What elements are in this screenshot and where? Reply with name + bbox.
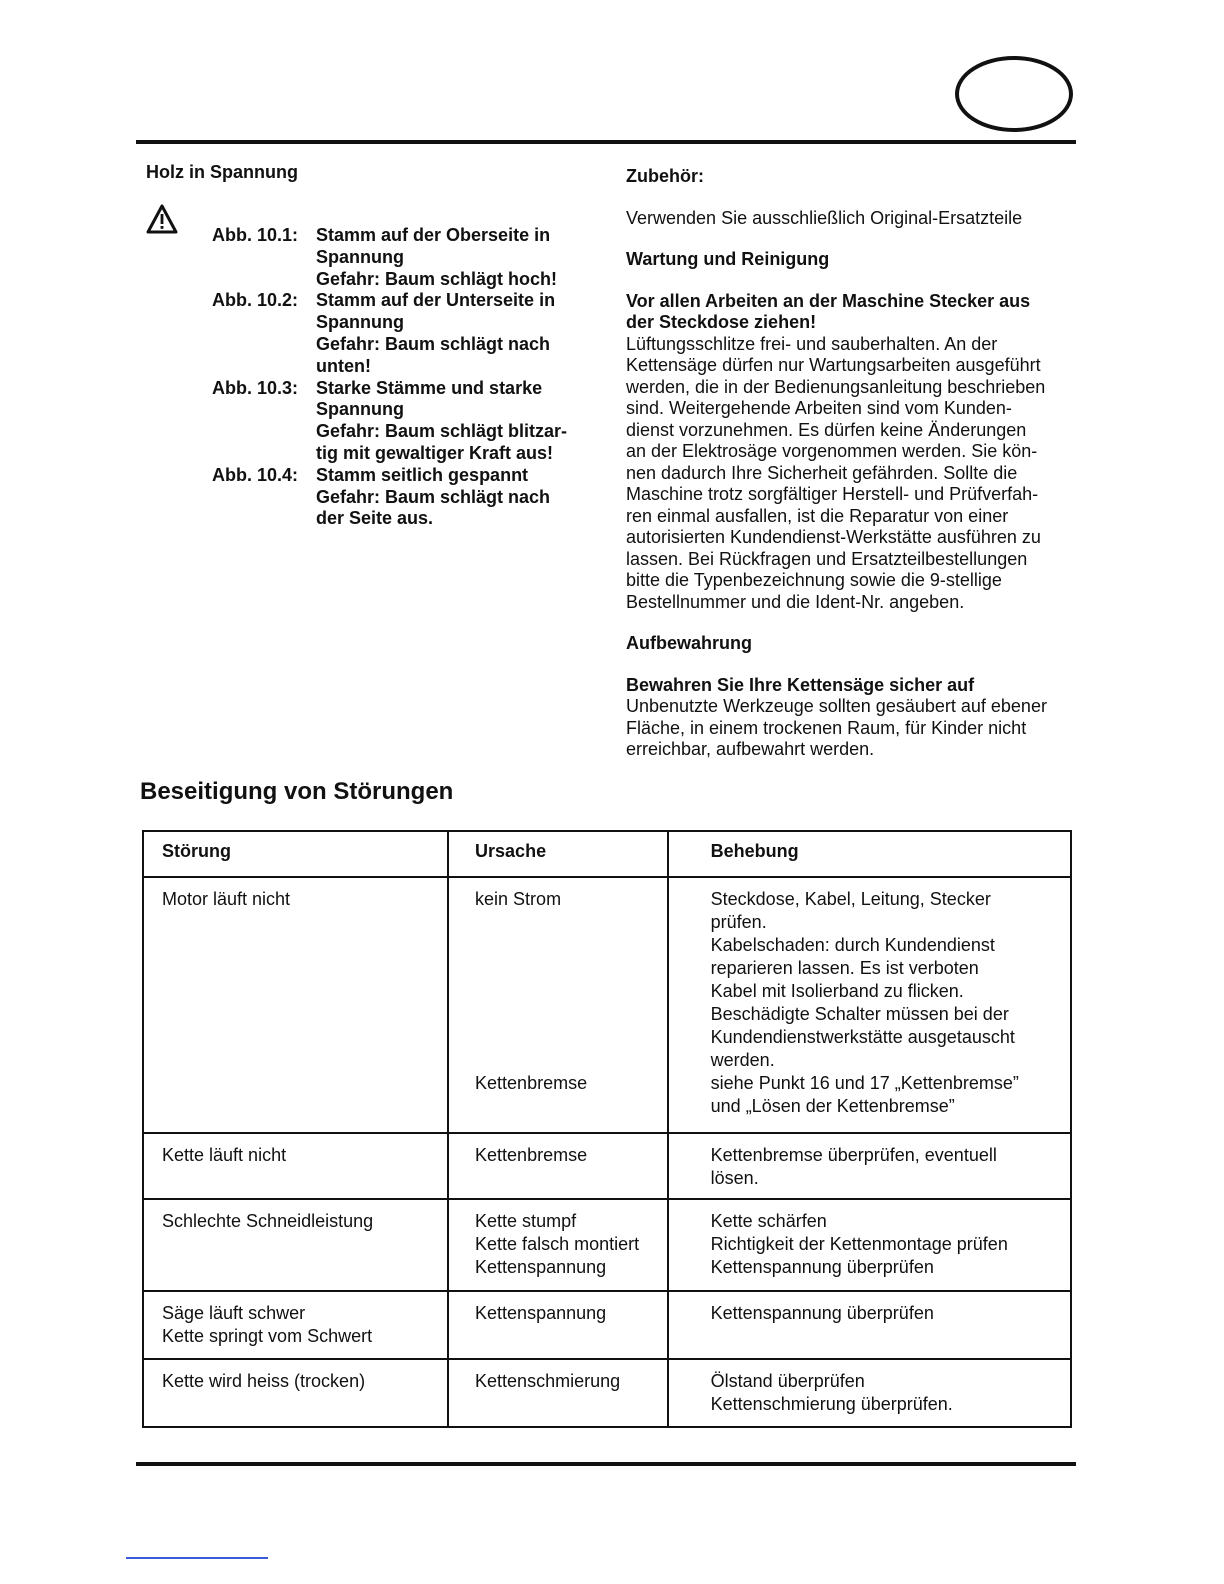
maintenance-line: sind. Weitergehende Arbeiten sind vom Kunden- (626, 398, 1012, 418)
figure-line: Stamm auf der Unterseite in (316, 290, 556, 311)
storage-heading: Aufbewahrung (626, 633, 752, 653)
remedy-cell: Kettenspannung überprüfen (668, 1291, 1071, 1359)
figure-line: der Seite aus. (316, 508, 434, 529)
figure-key: Abb. 10.1: (212, 225, 299, 245)
header-remedy: Behebung (668, 831, 1071, 877)
table-row (143, 877, 1071, 1133)
storage-line: Unbenutzte Werkzeuge sollten gesäubert auf ebener (626, 696, 1047, 716)
maintenance-line: Maschine trotz sorgfältiger Herstell- und Prüfverfah- (626, 484, 1039, 504)
figure-line: Gefahr: Baum schlägt hoch! (316, 268, 558, 289)
maintenance-warning (626, 291, 1076, 334)
problem-cell: Kette läuft nicht (143, 1133, 448, 1199)
figure-line: Starke Stämme und starke (316, 377, 543, 398)
footer-rule (136, 1462, 1076, 1466)
storage-text (626, 696, 1076, 761)
maintenance-line: dienst vorzunehmen. Es dürfen keine Änderungen (626, 419, 1027, 440)
maintenance-warning-line: der Steckdose ziehen! (626, 312, 817, 332)
maintenance-warning-line: Vor allen Arbeiten an der Maschine Stecker aus (626, 290, 1031, 311)
table-row (143, 1359, 1071, 1427)
figure-item (212, 290, 592, 377)
header-problem: Störung (143, 831, 448, 877)
maintenance-line: ren einmal ausfallen, ist die Reparatur von einer (626, 505, 1009, 526)
figure-line: Gefahr: Baum schlägt nach (316, 486, 551, 507)
remedy-cell: Ölstand überprüfen Kettenschmierung überprüfen. (668, 1359, 1071, 1427)
footer-link-underline (126, 1557, 268, 1559)
problem-cell: Kette wird heiss (trocken) (143, 1359, 448, 1427)
figure-line: unten! (316, 355, 371, 376)
maintenance-line: bitte die Typenbezeichnung sowie die 9-stellige (626, 570, 1002, 590)
header-rule (136, 140, 1076, 144)
cause-cell: Kette stumpf Kette falsch montiert Kettenspannung (448, 1199, 668, 1291)
cause-cell: kein Strom Kettenbremse (448, 877, 668, 1133)
accessories-text: Verwenden Sie ausschließlich Original-Ersatzteile (626, 207, 1023, 228)
maintenance-line: Kettensäge dürfen nur Wartungsarbeiten ausgeführt (626, 355, 1041, 375)
table-row (143, 1199, 1071, 1291)
problem-cell: Säge läuft schwer Kette springt vom Schwert (143, 1291, 448, 1359)
cause-cell: Kettenbremse (448, 1133, 668, 1199)
storage-subheading: Bewahren Sie Ihre Kettensäge sicher auf (626, 674, 975, 695)
figure-list (212, 225, 592, 530)
figure-line: Gefahr: Baum schlägt nach (316, 333, 551, 354)
figure-key: Abb. 10.2: (212, 290, 299, 311)
figure-line: Spannung (316, 312, 404, 333)
warning-triangle-icon (146, 204, 178, 234)
maintenance-line: Lüftungsschlitze frei- und sauberhalten. An der (626, 333, 998, 354)
figure-description (316, 290, 592, 377)
figure-item (212, 378, 592, 465)
storage-line: erreichbar, aufbewahrt werden. (626, 739, 875, 759)
language-badge-oval (955, 56, 1073, 132)
problem-cell: Motor läuft nicht (143, 877, 448, 1133)
figure-key: Abb. 10.3: (212, 377, 299, 398)
figure-line: Stamm seitlich gespannt (316, 464, 529, 485)
maintenance-line: Bestellnummer und die Ident-Nr. angeben. (626, 591, 965, 612)
troubleshooting-title: Beseitigung von Störungen (140, 778, 454, 805)
troubleshooting-table (142, 830, 1072, 1428)
maintenance-text (626, 334, 1076, 614)
figure-line: Spannung (316, 399, 404, 420)
accessories-heading: Zubehör: (626, 166, 704, 186)
table-row (143, 1133, 1071, 1199)
figure-line: tig mit gewaltiger Kraft aus! (316, 442, 554, 463)
cause-cell: Kettenspannung (448, 1291, 668, 1359)
figure-description (316, 465, 592, 530)
table-row (143, 1291, 1071, 1359)
wood-tension-heading: Holz in Spannung (146, 162, 298, 182)
figure-item (212, 225, 592, 290)
maintenance-column (626, 166, 1076, 761)
maintenance-line: nen dadurch Ihre Sicherheit gefährden. Sollte die (626, 462, 1018, 483)
figure-line: Stamm auf der Oberseite in (316, 225, 551, 245)
remedy-cell: Kette schärfen Richtigkeit der Kettenmontage prüfen Kettenspannung überprüfen (668, 1199, 1071, 1291)
figure-key: Abb. 10.4: (212, 464, 299, 485)
storage-line: Fläche, in einem trockenen Raum, für Kinder nicht (626, 717, 1027, 738)
table-header-row (143, 831, 1071, 877)
remedy-cell: Steckdose, Kabel, Leitung, Stecker prüfen. Kabelschaden: durch Kundendienst reparieren lassen. Es ist verboten Kabel mit Isolierband zu flicken. Beschädigte Schalter müssen bei der Kundendienstwerkstätte ausgetauscht werden. siehe Punkt 16 und 17 „Kettenbremse” und „Lösen der Kettenbremse” (668, 877, 1071, 1133)
maintenance-line: autorisierten Kundendienst-Werkstätte ausführen zu (626, 527, 1041, 547)
figure-line: Gefahr: Baum schlägt blitzar- (316, 421, 568, 442)
maintenance-heading: Wartung und Reinigung (626, 249, 830, 269)
maintenance-line: werden, die in der Bedienungsanleitung beschrieben (626, 376, 1046, 397)
maintenance-line: an der Elektrosäge vorgenommen werden. Sie kön- (626, 441, 1038, 461)
figure-description (316, 378, 592, 465)
figure-item (212, 465, 592, 530)
header-cause: Ursache (448, 831, 668, 877)
figure-description (316, 225, 592, 290)
figure-line: Spannung (316, 246, 404, 267)
remedy-cell: Kettenbremse überprüfen, eventuell lösen. (668, 1133, 1071, 1199)
problem-cell: Schlechte Schneidleistung (143, 1199, 448, 1291)
maintenance-line: lassen. Bei Rückfragen und Ersatzteilbestellungen (626, 548, 1028, 569)
wood-tension-section (146, 162, 596, 529)
cause-cell: Kettenschmierung (448, 1359, 668, 1427)
